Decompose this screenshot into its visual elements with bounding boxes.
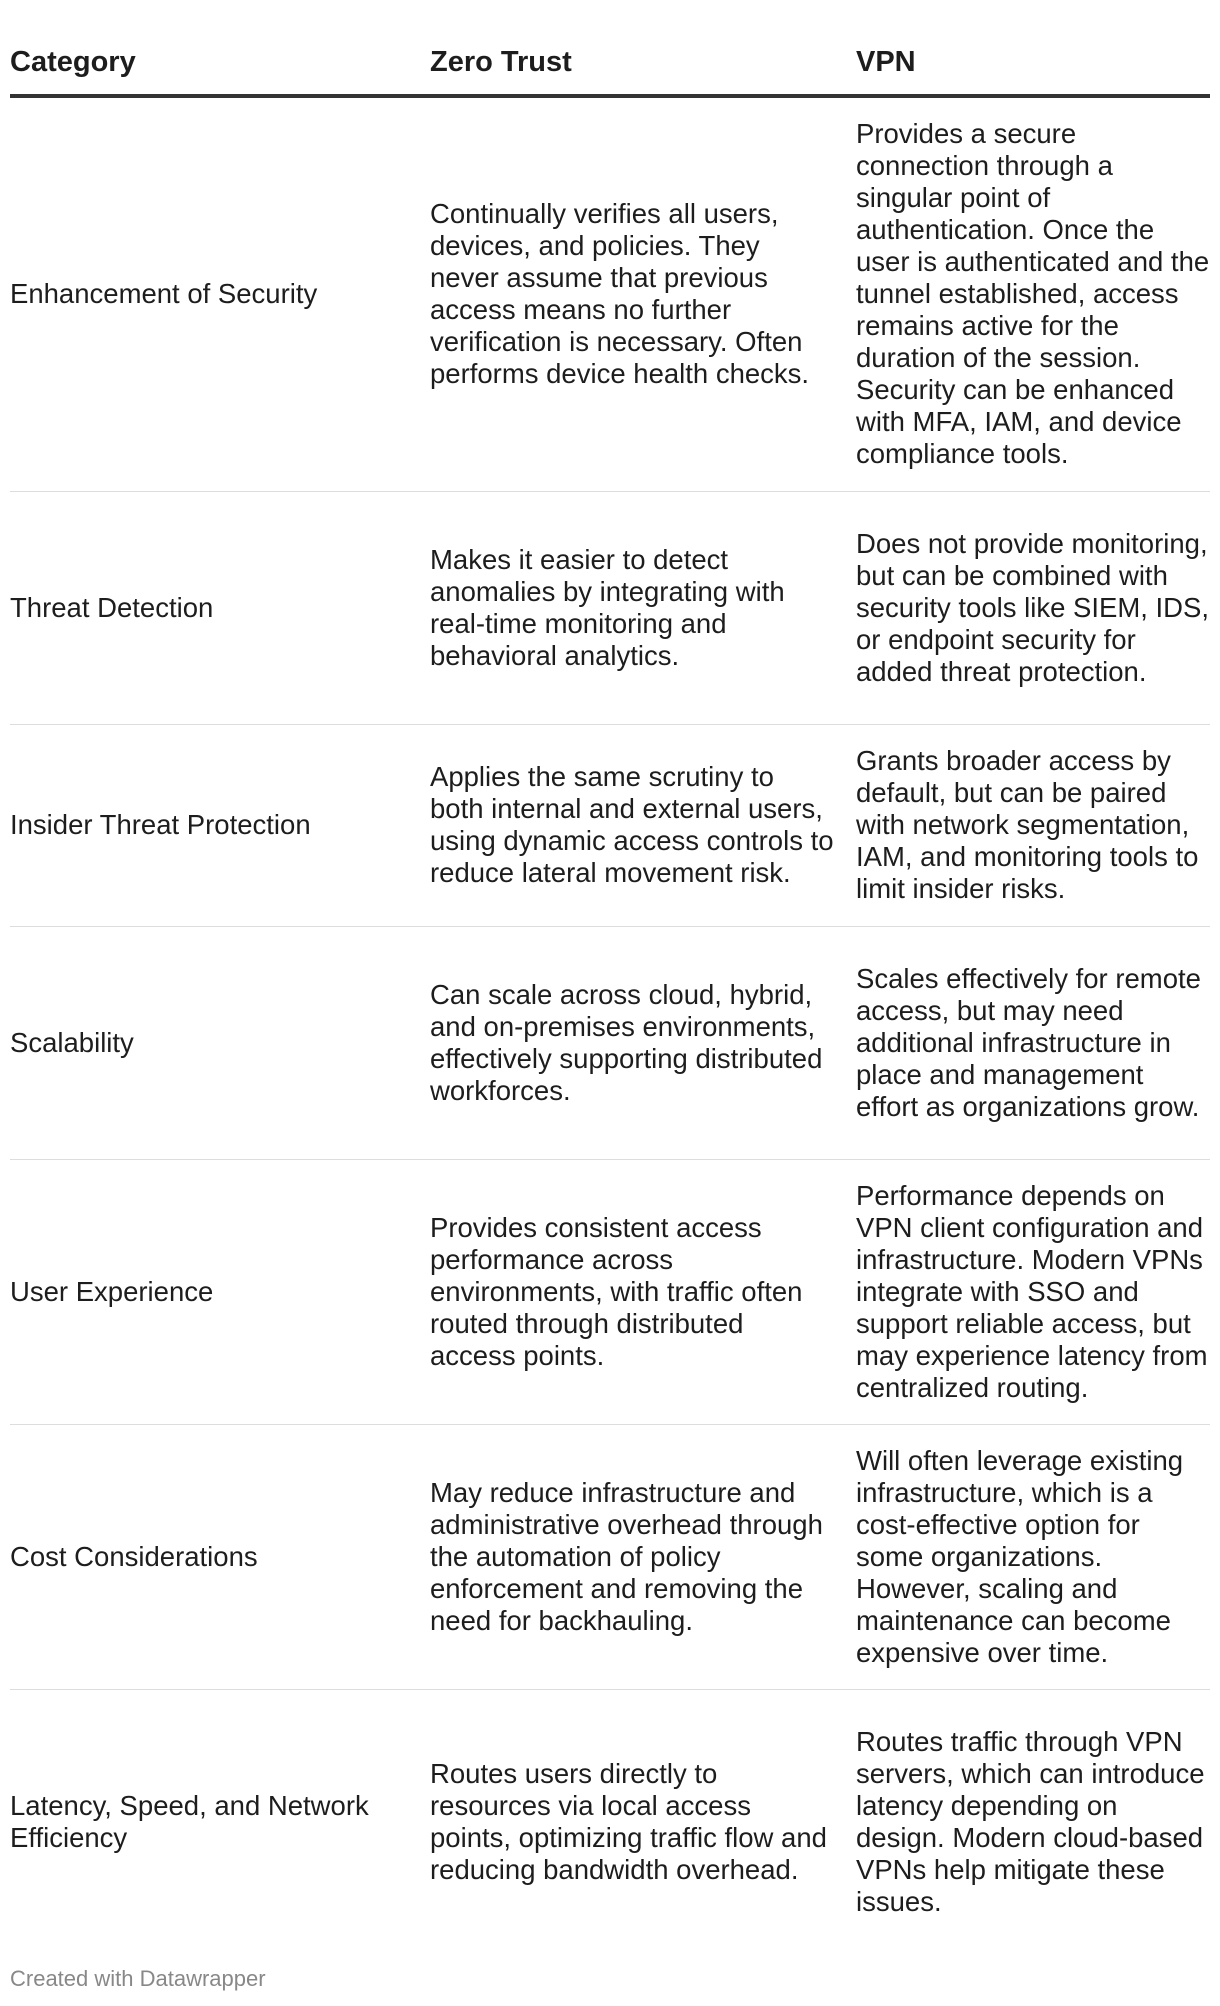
- category-cell: Insider Threat Protection: [10, 724, 430, 926]
- datawrapper-credit: Created with Datawrapper: [10, 1966, 266, 1991]
- table-row: [10, 1424, 1210, 1689]
- category-cell: Latency, Speed, and Network Efficiency: [10, 1789, 369, 1853]
- header-category: Category: [10, 0, 430, 96]
- comparison-table-container: [10, 0, 1210, 1954]
- header-row: [10, 0, 1210, 96]
- vpn-cell: Routes traffic through VPN servers, which can introduce latency depending on design. Modern cloud-based VPNs help mitigate these issues.: [856, 1725, 1205, 1917]
- zero-trust-cell: Can scale across cloud, hybrid, and on-premises environments, effectively supporting distributed workforces.: [430, 926, 856, 1159]
- vpn-cell: Grants broader access by default, but can be paired with network segmentation, IAM, and monitoring tools to limit insider risks.: [856, 724, 1210, 926]
- zero-trust-cell: Makes it easier to detect anomalies by integrating with real-time monitoring and behavioral analytics.: [430, 491, 856, 724]
- table-header: [10, 0, 1210, 96]
- vpn-cell: Will often leverage existing infrastructure, which is a cost-effective option for some organizations. However, scaling and maintenance can become expensive over time.: [856, 1424, 1210, 1689]
- vpn-cell: Scales effectively for remote access, but may need additional infrastructure in place and management effort as organizations grow.: [856, 926, 1210, 1159]
- header-vpn: VPN: [856, 0, 1210, 96]
- category-cell: User Experience: [10, 1159, 430, 1424]
- category-cell: Enhancement of Security: [10, 96, 430, 491]
- header-zero-trust: Zero Trust: [430, 0, 856, 96]
- vpn-cell: Does not provide monitoring, but can be combined with security tools like SIEM, IDS, or endpoint security for added threat protection.: [856, 491, 1210, 724]
- category-cell: Threat Detection: [10, 491, 430, 724]
- comparison-table: [10, 0, 1210, 1954]
- table-row: [10, 1689, 1210, 1954]
- table-row: [10, 491, 1210, 724]
- vpn-cell: Provides a secure connection through a singular point of authentication. Once the user is authenticated and the tunnel established, access remains active for the duration of the session. Security can be enhanced with MFA, IAM, and device compliance tools.: [856, 96, 1210, 491]
- table-body: [10, 96, 1210, 1954]
- table-row: [10, 96, 1210, 491]
- zero-trust-cell: Provides consistent access performance across environments, with traffic often routed through distributed access points.: [430, 1159, 856, 1424]
- table-row: [10, 724, 1210, 926]
- table-row: [10, 1159, 1210, 1424]
- zero-trust-cell: Continually verifies all users, devices, and policies. They never assume that previous access means no further verification is necessary. Often performs device health checks.: [430, 96, 856, 491]
- vpn-cell: Performance depends on VPN client configuration and infrastructure. Modern VPNs integrate with SSO and support reliable access, but may experience latency from centralized routing.: [856, 1159, 1210, 1424]
- zero-trust-cell: Applies the same scrutiny to both internal and external users, using dynamic access controls to reduce lateral movement risk.: [430, 724, 856, 926]
- category-cell: Cost Considerations: [10, 1424, 430, 1689]
- zero-trust-cell: Routes users directly to resources via local access points, optimizing traffic flow and reducing bandwidth overhead.: [430, 1757, 827, 1885]
- category-cell: Scalability: [10, 926, 430, 1159]
- table-row: [10, 926, 1210, 1159]
- zero-trust-cell: May reduce infrastructure and administrative overhead through the automation of policy enforcement and removing the need for backhauling.: [430, 1424, 856, 1689]
